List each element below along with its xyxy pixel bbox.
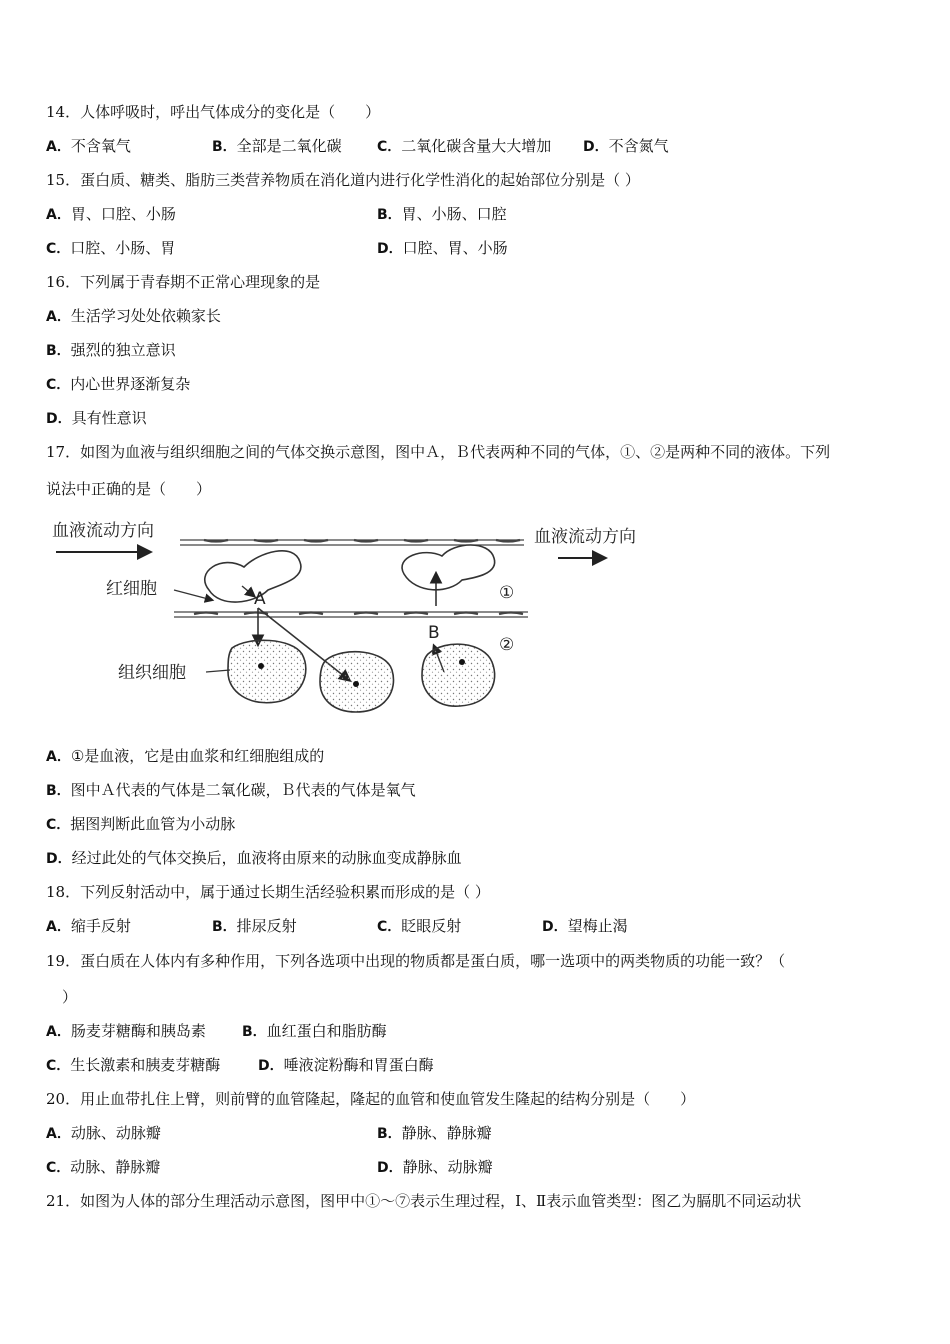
gas-b-label: B bbox=[428, 623, 440, 643]
q19-stem-line2: ） bbox=[62, 988, 78, 1006]
q17-option-b: B．图中Ａ代表的气体是二氧化碳，Ｂ代表的气体是氧气 bbox=[46, 781, 416, 799]
q20-stem: 20．用止血带扎住上臂，则前臂的血管隆起，隆起的血管和使血管发生隆起的结构分别是（ ） bbox=[46, 1090, 696, 1108]
q20-option-c: C．动脉、静脉瓣 bbox=[46, 1158, 161, 1176]
q16-stem: 16．下列属于青春期不正常心理现象的是 bbox=[46, 273, 321, 291]
q18-option-d: D．望梅止渴 bbox=[542, 917, 628, 935]
q16-option-c: C．内心世界逐渐复杂 bbox=[46, 375, 191, 393]
tissue-cell-right bbox=[422, 644, 495, 706]
q14-option-b: B．全部是二氧化碳 bbox=[212, 137, 342, 155]
q17-option-c: C．据图判断此血管为小动脉 bbox=[46, 815, 236, 833]
q16-option-b: B．强烈的独立意识 bbox=[46, 341, 176, 359]
q17-option-a: A．①是血液，它是由血浆和红细胞组成的 bbox=[46, 747, 325, 765]
q16-option-a: A．生活学习处处依赖家长 bbox=[46, 307, 221, 325]
q16-option-d: D．具有性意识 bbox=[46, 409, 147, 427]
q14-option-a: A．不含氧气 bbox=[46, 137, 131, 155]
q14-stem: 14．人体呼吸时，呼出气体成分的变化是（ ） bbox=[46, 103, 381, 121]
fluid-2-label: ② bbox=[499, 635, 515, 655]
q19-stem-line1: 19．蛋白质在人体内有多种作用，下列各选项中出现的物质都是蛋白质，哪一选项中的两类物质的功能一致？（ bbox=[46, 952, 786, 970]
q17-option-d: D．经过此处的气体交换后，血液将由原来的动脉血变成静脉血 bbox=[46, 849, 462, 867]
q18-option-a: A．缩手反射 bbox=[46, 917, 131, 935]
q19-option-a: A．肠麦芽糖酶和胰岛素 bbox=[46, 1022, 206, 1040]
q15-option-c: C．口腔、小肠、胃 bbox=[46, 239, 176, 257]
gas-a-label: A bbox=[254, 589, 266, 609]
q20-option-b: B．静脉、静脉瓣 bbox=[377, 1124, 492, 1142]
q21-stem: 21．如图为人体的部分生理活动示意图，图甲中①～⑦表示生理过程，Ⅰ、Ⅱ表示血管类型：图乙为膈肌不同运动状 bbox=[46, 1192, 802, 1210]
q15-stem: 15．蛋白质、糖类、脂肪三类营养物质在消化道内进行化学性消化的起始部位分别是（ ） bbox=[46, 171, 640, 189]
q14-option-c: C．二氧化碳含量大大增加 bbox=[377, 137, 552, 155]
q20-option-a: A．动脉、动脉瓣 bbox=[46, 1124, 161, 1142]
red-blood-cell-right bbox=[402, 545, 495, 590]
q18-option-c: C．眨眼反射 bbox=[377, 917, 462, 935]
fluid-1-label: ① bbox=[499, 583, 515, 603]
flow-direction-right-label: 血液流动方向 bbox=[534, 527, 636, 547]
q17-stem-line2: 说法中正确的是（ ） bbox=[46, 480, 212, 498]
q14-option-d: D．不含氮气 bbox=[583, 137, 669, 155]
q19-option-d: D．唾液淀粉酶和胃蛋白酶 bbox=[258, 1056, 434, 1074]
q15-option-b: B．胃、小肠、口腔 bbox=[377, 205, 507, 223]
q19-option-b: B．血红蛋白和脂肪酶 bbox=[242, 1022, 387, 1040]
gas-exchange-diagram bbox=[44, 512, 664, 722]
flow-direction-left-label: 血液流动方向 bbox=[52, 521, 154, 541]
q15-option-d: D．口腔、胃、小肠 bbox=[377, 239, 508, 257]
vessel-wall-bottom bbox=[174, 612, 528, 617]
q17-stem-line1: 17．如图为血液与组织细胞之间的气体交换示意图，图中Ａ，Ｂ代表两种不同的气体，①、②是两种不同的液体。下列 bbox=[46, 443, 831, 461]
q19-option-c: C．生长激素和胰麦芽糖酶 bbox=[46, 1056, 221, 1074]
tissue-cell-left bbox=[228, 640, 306, 702]
tissue-cell-label: 组织细胞 bbox=[118, 663, 186, 683]
q15-option-a: A．胃、口腔、小肠 bbox=[46, 205, 176, 223]
q18-stem: 18．下列反射活动中，属于通过长期生活经验积累而形成的是（ ） bbox=[46, 883, 490, 901]
red-blood-cell-label: 红细胞 bbox=[106, 579, 157, 599]
q18-option-b: B．排尿反射 bbox=[212, 917, 297, 935]
q20-option-d: D．静脉、动脉瓣 bbox=[377, 1158, 493, 1176]
